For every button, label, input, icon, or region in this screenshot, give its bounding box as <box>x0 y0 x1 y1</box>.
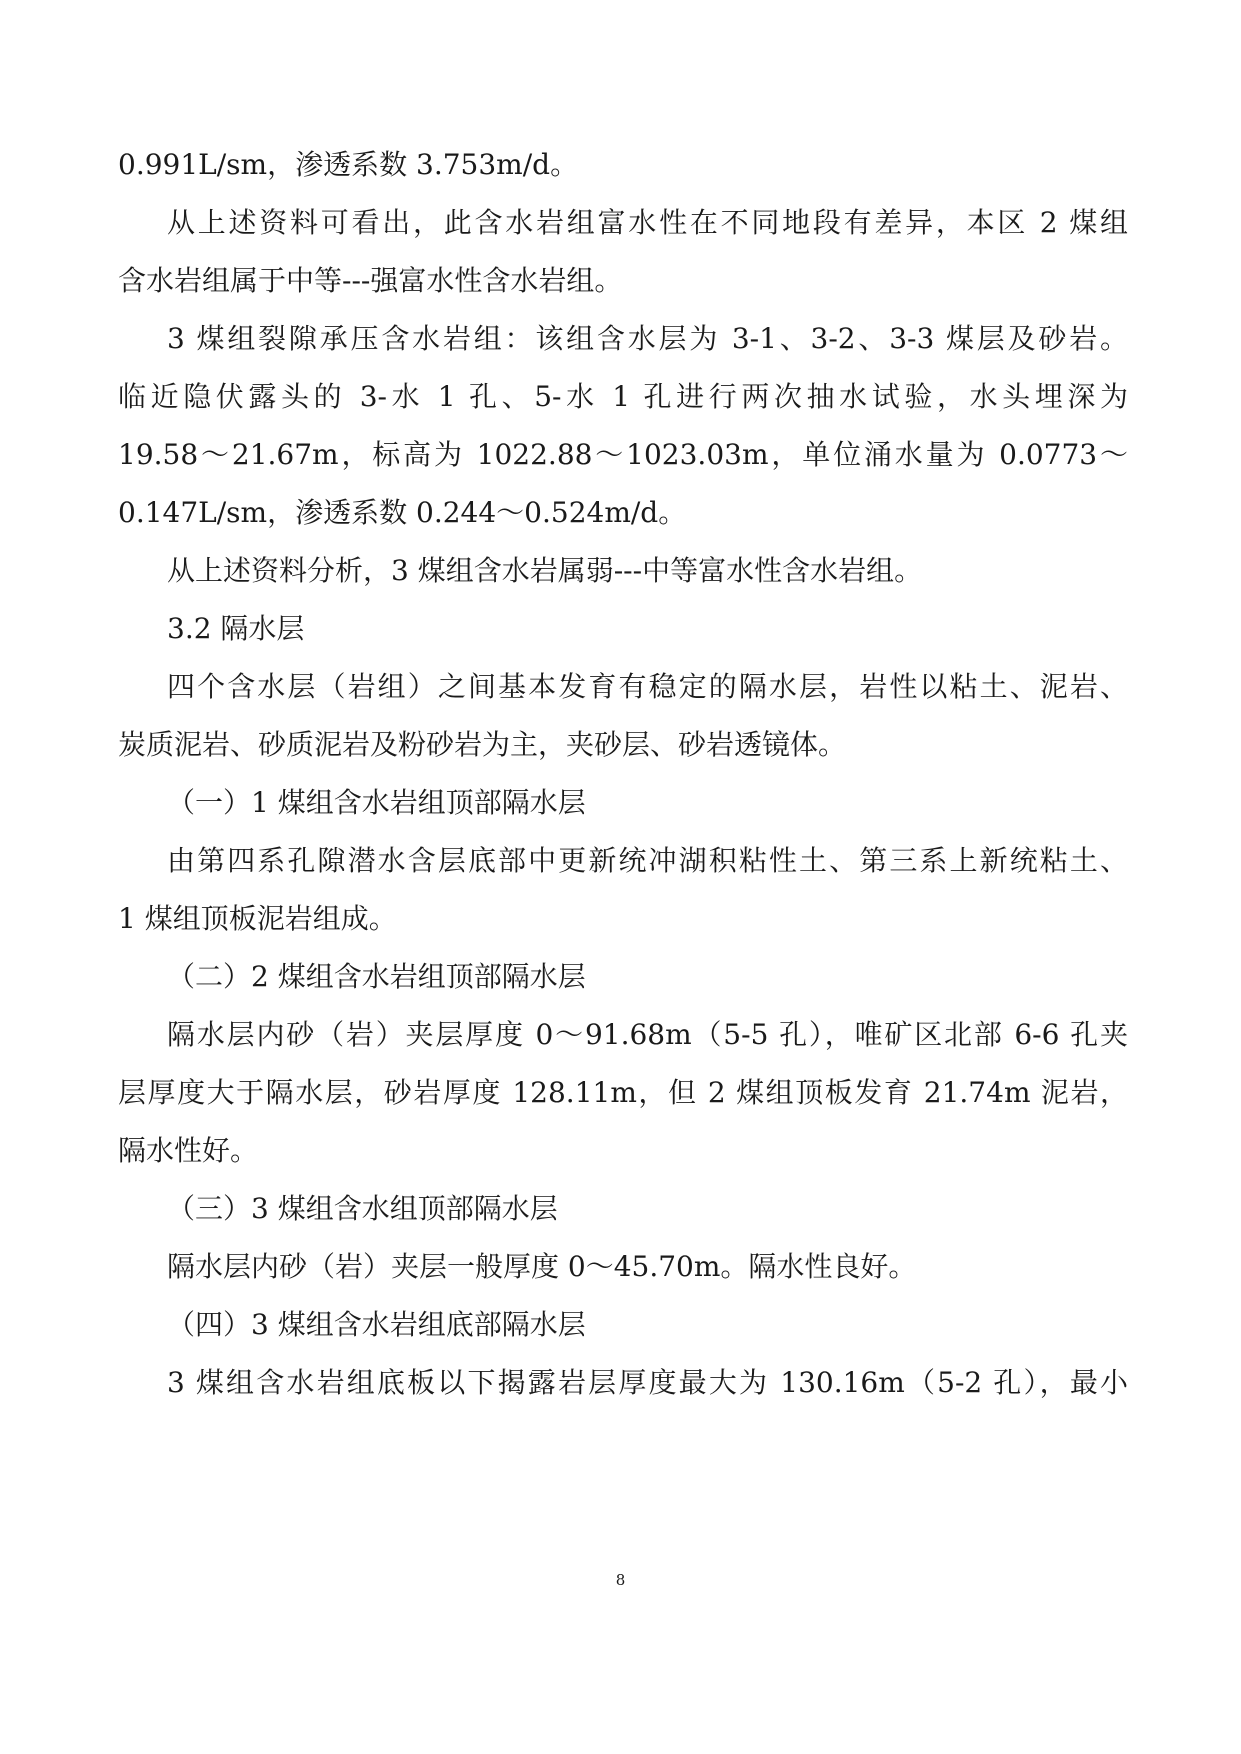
text-line: 隔水层内砂（岩）夹层一般厚度 0～45.70m。隔水性良好。 <box>167 1250 917 1283</box>
subsection-heading: （四）3 煤组含水岩组底部隔水层 <box>167 1308 586 1341</box>
text-line: 炭质泥岩、砂质泥岩及粉砂岩为主，夹砂层、砂岩透镜体。 <box>118 728 847 761</box>
text-line: 3 煤组裂隙承压含水岩组：该组含水层为 3-1、3-2、3-3 煤层及砂岩。 <box>167 322 1128 355</box>
text-line: 含水岩组属于中等---强富水性含水岩组。 <box>118 264 623 297</box>
text-line: 1 煤组顶板泥岩组成。 <box>118 902 397 935</box>
text-line: 3 煤组含水岩组底板以下揭露岩层厚度最大为 130.16m（5-2 孔），最小 <box>167 1366 1128 1399</box>
text-line: 19.58～21.67m，标高为 1022.88～1023.03m，单位涌水量为 0.0773～ <box>118 438 1128 471</box>
page-number: 8 <box>615 1571 626 1589</box>
text-line: 隔水层内砂（岩）夹层厚度 0～91.68m（5-5 孔），唯矿区北部 6-6 孔夹 <box>167 1018 1128 1051</box>
text-line: 临近隐伏露头的 3-水 1 孔、5-水 1 孔进行两次抽水试验，水头埋深为 <box>118 380 1128 413</box>
subsection-heading: （二）2 煤组含水岩组顶部隔水层 <box>167 960 586 993</box>
text-line: 由第四系孔隙潜水含层底部中更新统冲湖积粘性土、第三系上新统粘土、 <box>167 844 1128 877</box>
text-line: 0.147L/sm，渗透系数 0.244～0.524m/d。 <box>118 496 687 529</box>
text-line: 四个含水层（岩组）之间基本发育有稳定的隔水层，岩性以粘土、泥岩、 <box>167 670 1128 703</box>
text-line: 隔水性好。 <box>118 1134 259 1167</box>
section-heading: 3.2 隔水层 <box>167 612 305 645</box>
text-line: 层厚度大于隔水层，砂岩厚度 128.11m，但 2 煤组顶板发育 21.74m 泥岩， <box>118 1076 1128 1109</box>
text-line: 从上述资料分析，3 煤组含水岩属弱---中等富水性含水岩组。 <box>167 554 923 587</box>
subsection-heading: （一）1 煤组含水岩组顶部隔水层 <box>167 786 586 819</box>
text-line: 从上述资料可看出，此含水岩组富水性在不同地段有差异，本区 2 煤组 <box>167 206 1128 239</box>
text-line: 0.991L/sm，渗透系数 3.753m/d。 <box>118 148 579 181</box>
subsection-heading: （三）3 煤组含水组顶部隔水层 <box>167 1192 558 1225</box>
